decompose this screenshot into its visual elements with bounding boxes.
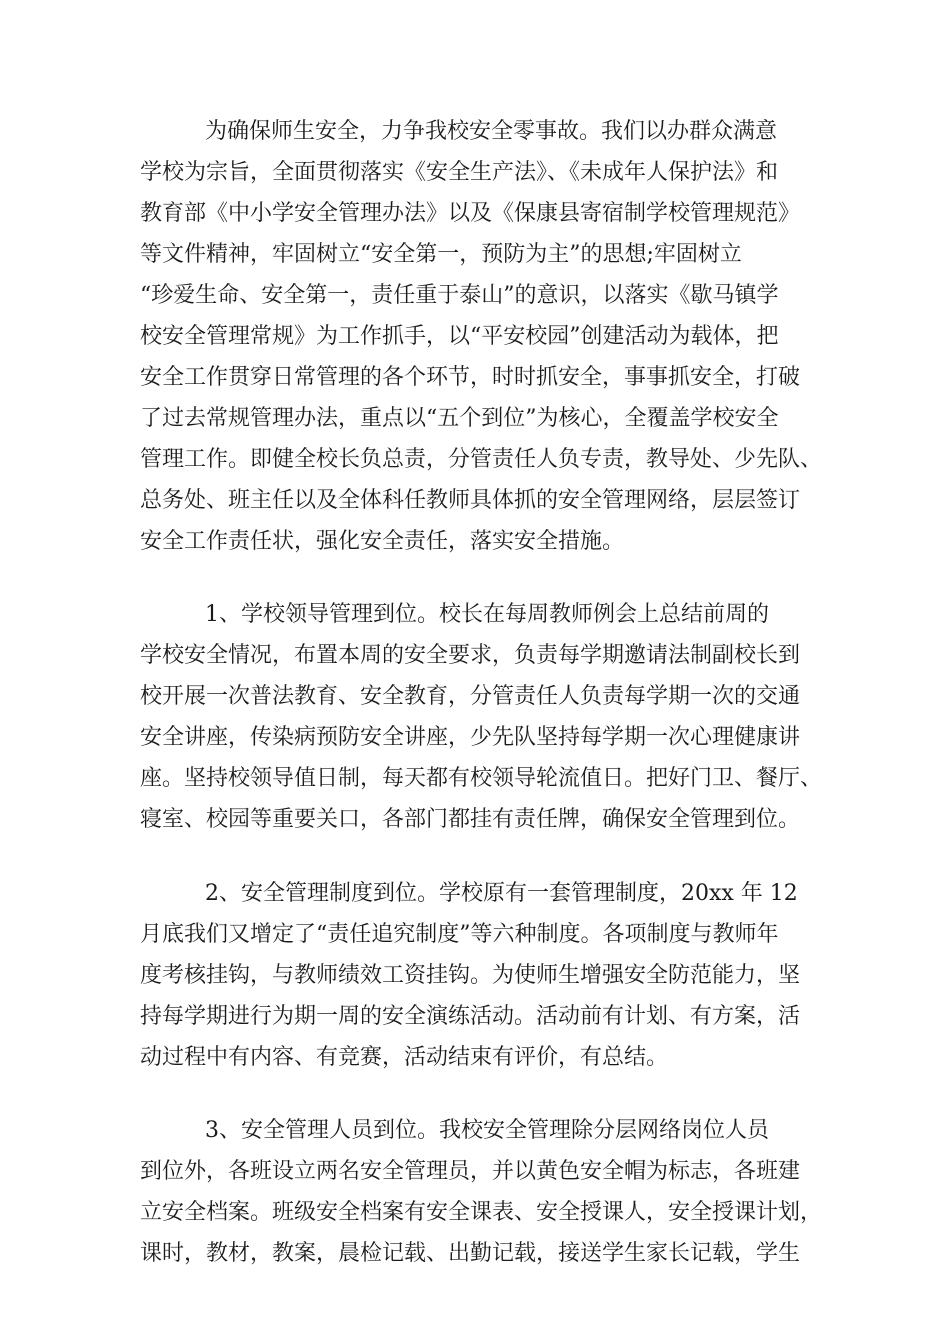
text-line: 等文件精神，牢固树立“安全第一，预防为主”的思想;牢固树立 bbox=[140, 242, 742, 267]
text-line: 校开展一次普法教育、安全教育，分管责任人负责每学期一次的交通 bbox=[140, 684, 801, 709]
text-line: 安全工作责任状，强化安全责任，落实安全措施。 bbox=[140, 529, 625, 554]
text-line: 了过去常规管理办法，重点以“五个到位”为核心，全覆盖学校安全 bbox=[140, 406, 779, 431]
text-line: 2、安全管理制度到位。学校原有一套管理制度，20xx 年 12 bbox=[205, 881, 798, 906]
text-line: 3、安全管理人员到位。我校安全管理除分层网络岗位人员 bbox=[205, 1118, 769, 1143]
text-line: 安全讲座，传染病预防安全讲座，少先队坚持每学期一次心理健康讲 bbox=[140, 725, 801, 750]
text-line: 管理工作。即健全校长负总责，分管责任人负专责，教导处、少先队、 bbox=[140, 447, 823, 472]
text-line: 到位外，各班设立两名安全管理员，并以黄色安全帽为标志，各班建 bbox=[140, 1159, 801, 1184]
text-line: 为确保师生安全，力争我校安全零事故。我们以办群众满意 bbox=[205, 119, 778, 144]
text-line: “珍爱生命、安全第一，责任重于泰山”的意识，以落实《歇马镇学 bbox=[140, 283, 779, 308]
text-line: 校安全管理常规》为工作抓手，以“平安校园”创建活动为载体，把 bbox=[140, 324, 779, 349]
text-line: 月底我们又增定了“责任追究制度”等六种制度。各项制度与教师年 bbox=[140, 922, 779, 947]
text-line: 总务处、班主任以及全体科任教师具体抓的安全管理网络，层层签订 bbox=[140, 488, 801, 513]
text-line: 立安全档案。班级安全档案有安全课表、安全授课人，安全授课计划， bbox=[140, 1200, 823, 1225]
text-line: 寝室、校园等重要关口，各部门都挂有责任牌，确保安全管理到位。 bbox=[140, 807, 801, 832]
text-line: 课时，教材，教案，晨检记载、出勤记载，接送学生家长记载，学生 bbox=[140, 1241, 801, 1266]
text-line: 座。坚持校领导值日制，每天都有校领导轮流值日。把好门卫、餐厅、 bbox=[140, 766, 823, 791]
text-line: 动过程中有内容、有竞赛，活动结束有评价，有总结。 bbox=[140, 1045, 669, 1070]
text-line: 教育部《中小学安全管理办法》以及《保康县寄宿制学校管理规范》 bbox=[140, 201, 801, 226]
text-line: 学校安全情况，布置本周的安全要求，负责每学期邀请法制副校长到 bbox=[140, 643, 801, 668]
text-line: 持每学期进行为期一周的安全演练活动。活动前有计划、有方案，活 bbox=[140, 1004, 801, 1029]
text-line: 学校为宗旨，全面贯彻落实《安全生产法》、《未成年人保护法》和 bbox=[140, 160, 779, 185]
text-line: 1、学校领导管理到位。校长在每周教师例会上总结前周的 bbox=[205, 602, 769, 627]
text-line: 度考核挂钩，与教师绩效工资挂钩。为使师生增强安全防范能力，坚 bbox=[140, 963, 801, 988]
text-line: 安全工作贯穿日常管理的各个环节，时时抓安全，事事抓安全，打破 bbox=[140, 365, 801, 390]
